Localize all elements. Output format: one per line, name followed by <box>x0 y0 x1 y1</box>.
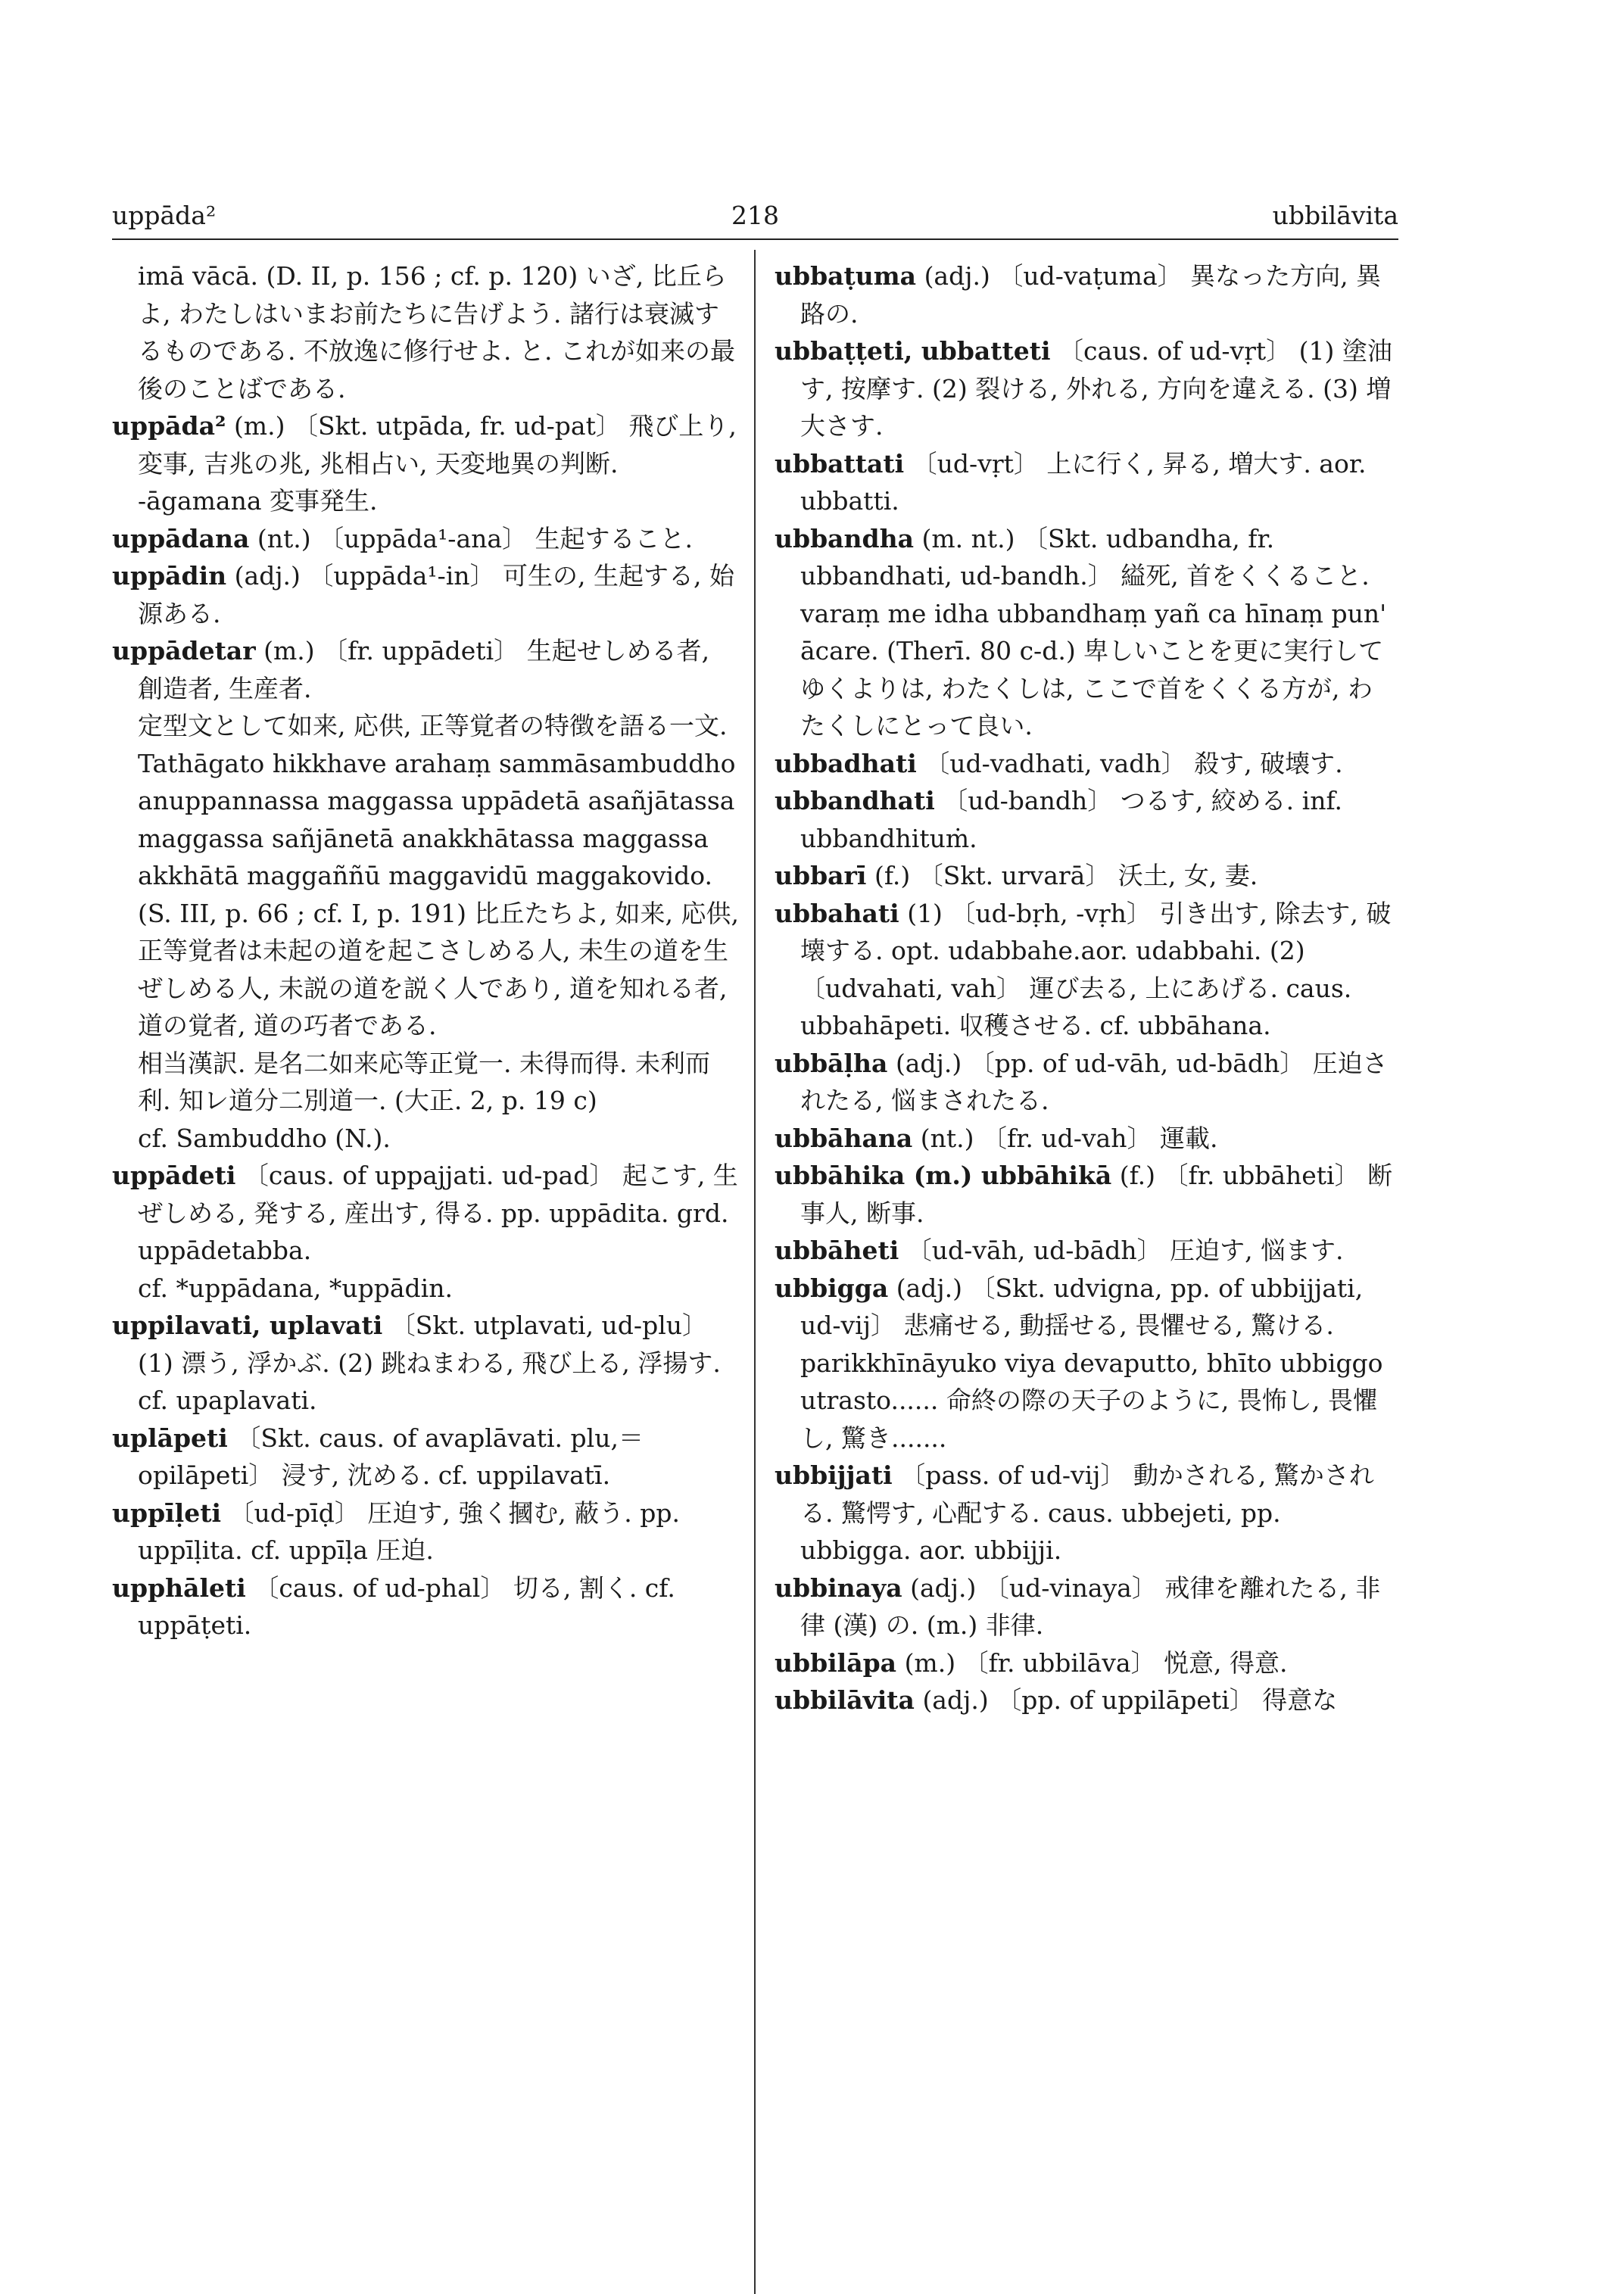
dictionary-entry <box>775 1569 1397 1644</box>
page-header <box>112 201 1398 243</box>
entry-definition: (1) 〔ud-bṛh, -vṛh〕 引き出す, 除去す, 破壊する. opt. udabbahe.aor. udabbahi. (2) 〔udvahati, vah〕 運び去る, 上にあげる. caus. ubbahāpeti. 収穫させる. cf. ubbāhana. <box>800 898 1392 1040</box>
entry-continuation: imā vācā. (D. II, p. 156 ; cf. p. 120) いざ, 比丘らよ, わたしはいまお前たちに告げよう. 諸行は衰滅するものである. 不放逸に修行せよ. と. これが如来の最後のことばである. <box>138 261 735 404</box>
dictionary-entry <box>775 1270 1397 1345</box>
entry-continuation: varaṃ me idha ubbandhaṃ yañ ca hīnaṃ pun' ācare. (Therī. 80 c-d.) 卑しいことを更に実行してゆくよりは, わたくしは, ここで首をくくる方が, わたくしにとって良い. <box>800 598 1387 740</box>
dictionary-entry <box>775 745 1397 783</box>
dictionary-entry <box>112 1307 742 1382</box>
headword: upphāleti <box>112 1572 246 1603</box>
entry-definition: 〔ud-bandh〕 つるす, 絞める. inf. ubbandhituṁ. <box>800 786 1342 853</box>
entry-continuation: Tathāgato hikkhave arahaṃ sammāsambuddho anuppannassa maggassa uppādetā asañjātassa maggassa sañjānetā anakkhātassa maggassa akkhātā maggaññū maggavidū maggakovido. (S. III, p. 66 ; cf. I, p. 191) 比丘たちよ, 如来, 応供, 正等覚者は未起の道を起こさしめる人, 未生の道を生ぜしめる人, 未説の道を説く人であり, 道を知れる者, 道の覚者, 道の巧者である. <box>138 748 739 1040</box>
dictionary-entry <box>112 1157 742 1270</box>
headword: ubbijjati <box>775 1460 893 1490</box>
dictionary-entry <box>775 782 1397 857</box>
dictionary-entry <box>775 857 1397 895</box>
headword: ubbarī <box>775 861 867 890</box>
entry-definition: 〔caus. of ud-phal〕 切る, 割く. cf. uppāṭeti. <box>138 1572 675 1640</box>
dictionary-entry <box>112 557 742 632</box>
entry-definition: (adj.) 〔uppāda¹-in〕 可生の, 生起する, 始源ある. <box>138 561 735 628</box>
entry-definition: 〔ud-vadhati, vadh〕 殺す, 破壊す. <box>924 748 1343 778</box>
running-head-right: ubbilāvita <box>1272 201 1398 230</box>
headword: ubbinaya <box>775 1572 902 1603</box>
left-column <box>112 257 742 1644</box>
dictionary-entry <box>112 1420 742 1495</box>
dictionary-entry <box>775 1120 1397 1158</box>
headword: ubbāheti <box>775 1236 899 1265</box>
headword: ubbandhati <box>775 786 935 815</box>
entry-definition: 〔caus. of ud-vṛt〕 (1) 塗油す, 按摩す. (2) 裂ける, 外れる, 方向を違える. (3) 増大さす. <box>800 336 1392 441</box>
dictionary-entry <box>775 895 1397 1045</box>
dictionary-entry <box>112 520 742 558</box>
headword: ubbaṭuma <box>775 261 917 291</box>
dictionary-entry <box>112 1495 742 1569</box>
dictionary-entry <box>775 1157 1397 1232</box>
right-column <box>775 257 1397 1719</box>
entry-definition: (adj.) 〔pp. of ud-vāh, ud-bādh〕 圧迫されたる, 悩まされたる. <box>800 1048 1388 1115</box>
entry-definition: (m.) 〔fr. ubbilāva〕 悦意, 得意. <box>904 1647 1288 1678</box>
entry-definition: 〔pass. of ud-vij〕 動かされる, 驚かされる. 驚愕す, 心配する. caus. ubbejeti, pp. ubbigga. aor. ubbijji. <box>800 1460 1374 1565</box>
header-rule <box>112 238 1398 240</box>
entry-definition: 〔ud-pīḍ〕 圧迫す, 強く摑む, 蔽う. pp. uppīḷita. cf. uppīḷa 圧迫. <box>138 1498 680 1565</box>
dictionary-entry <box>775 1682 1397 1719</box>
entry-definition: 〔Skt. caus. of avaplāvati. plu,＝opilāpeti〕 浸す, 沈める. cf. uppilavatī. <box>138 1423 644 1490</box>
headword: ubbattati <box>775 448 905 478</box>
headword: uppādin <box>112 561 227 591</box>
dictionary-entry <box>112 632 742 707</box>
entry-continuation: parikkhīnāyuko viya devaputto, bhīto ubbiggo utrasto...... 命終の際の天子のように, 畏怖し, 畏懼し, 驚き....... <box>800 1348 1383 1453</box>
headword: uppilavati, uplavati <box>112 1311 383 1340</box>
entry-continuation: -āgamana 変事発生. <box>138 486 378 516</box>
dictionary-entry <box>775 1644 1397 1682</box>
headword: uppādeti <box>112 1161 236 1190</box>
entry-definition: (adj.) 〔Skt. udvigna, pp. of ubbijjati, ud-vij〕 悲痛せる, 動揺せる, 畏懼せる, 驚ける. <box>800 1273 1364 1340</box>
headword: ubbāḷha <box>775 1048 888 1078</box>
headword: uppādetar <box>112 636 256 665</box>
dictionary-entry <box>775 1232 1397 1270</box>
dictionary-entry <box>775 257 1397 332</box>
dictionary-entry <box>775 445 1397 520</box>
headword: uppādana <box>112 523 250 553</box>
entry-definition: 〔ud-vāh, ud-bādh〕 圧迫す, 悩ます. <box>906 1236 1344 1265</box>
entry-definition: (nt.) 〔fr. ud-vah〕 運載. <box>920 1123 1218 1153</box>
headword: ubbāhika (m.) ubbāhikā <box>775 1161 1112 1190</box>
headword: uppīḷeti <box>112 1498 221 1528</box>
entry-continuation: cf. Sambuddho (N.). <box>138 1123 391 1153</box>
dictionary-entry <box>775 1045 1397 1120</box>
entry-definition: 〔ud-vṛt〕 上に行く, 昇る, 増大す. aor. ubbatti. <box>800 448 1367 516</box>
entry-continuation: 定型文として如来, 応供, 正等覚者の特徴を語る一文. <box>138 711 728 740</box>
headword: ubbadhati <box>775 748 917 778</box>
entry-continuation: cf. *uppādana, *uppādin. <box>138 1273 453 1303</box>
entry-definition: (adj.) 〔ud-vaṭuma〕 異なった方向, 異路の. <box>800 261 1382 329</box>
dictionary-entry <box>775 520 1397 595</box>
headword: ubbigga <box>775 1273 889 1303</box>
entry-definition: (nt.) 〔uppāda¹-ana〕 生起すること. <box>257 523 694 553</box>
entry-definition: 〔caus. of uppajjati. ud-pad〕 起こす, 生ぜしめる, 発する, 産出す, 得る. pp. uppādita. grd. uppādetabba. <box>138 1161 738 1265</box>
dictionary-entry <box>112 1569 742 1644</box>
entry-definition: (adj.) 〔pp. of uppilāpeti〕 得意な <box>922 1685 1338 1715</box>
dictionary-entry <box>775 1457 1397 1569</box>
headword: ubbilāpa <box>775 1647 897 1678</box>
column-divider <box>754 250 756 2294</box>
entry-continuation: cf. upaplavati. <box>138 1385 317 1415</box>
headword: ubbilāvita <box>775 1685 915 1715</box>
running-head-left: uppāda² <box>112 201 217 230</box>
entry-definition: 〔Skt. utplavati, ud-plu〕 (1) 漂う, 浮かぶ. (2) 跳ねまわる, 飛び上る, 浮揚す. <box>138 1311 721 1378</box>
entry-definition: (f.) 〔Skt. urvarā〕 沃土, 女, 妻. <box>874 861 1258 890</box>
entry-definition: (adj.) 〔ud-vinaya〕 戒律を離れたる, 非律 (漢) の. (m.) 非律. <box>800 1572 1381 1640</box>
entry-definition: (f.) 〔fr. ubbāheti〕 断事人, 断事. <box>800 1161 1393 1228</box>
headword: uplāpeti <box>112 1423 228 1453</box>
headword: ubbāhana <box>775 1123 913 1153</box>
dictionary-entry <box>112 407 742 482</box>
headword: ubbahati <box>775 898 899 928</box>
entry-definition: (m.) 〔Skt. utpāda, fr. ud-pat〕 飛び上り, 変事, 吉兆の兆, 兆相占い, 天変地異の判断. <box>138 411 737 478</box>
entry-definition: (m.) 〔fr. uppādeti〕 生起せしめる者, 創造者, 生産者. <box>138 636 710 703</box>
page-number: 218 <box>731 201 779 230</box>
entry-continuation: 相当漢訳. 是名二如来応等正覚一. 未得而得. 未利而利. 知レ道分二別道一. (大正. 2, p. 19 c) <box>138 1048 710 1115</box>
headword: ubbaṭṭeti, ubbatteti <box>775 336 1051 366</box>
headword: uppāda² <box>112 411 226 441</box>
entry-definition: (m. nt.) 〔Skt. udbandha, fr. ubbandhati, ud-bandh.〕 縊死, 首をくくること. <box>800 523 1370 591</box>
headword: ubbandha <box>775 523 914 553</box>
dictionary-entry <box>775 332 1397 445</box>
